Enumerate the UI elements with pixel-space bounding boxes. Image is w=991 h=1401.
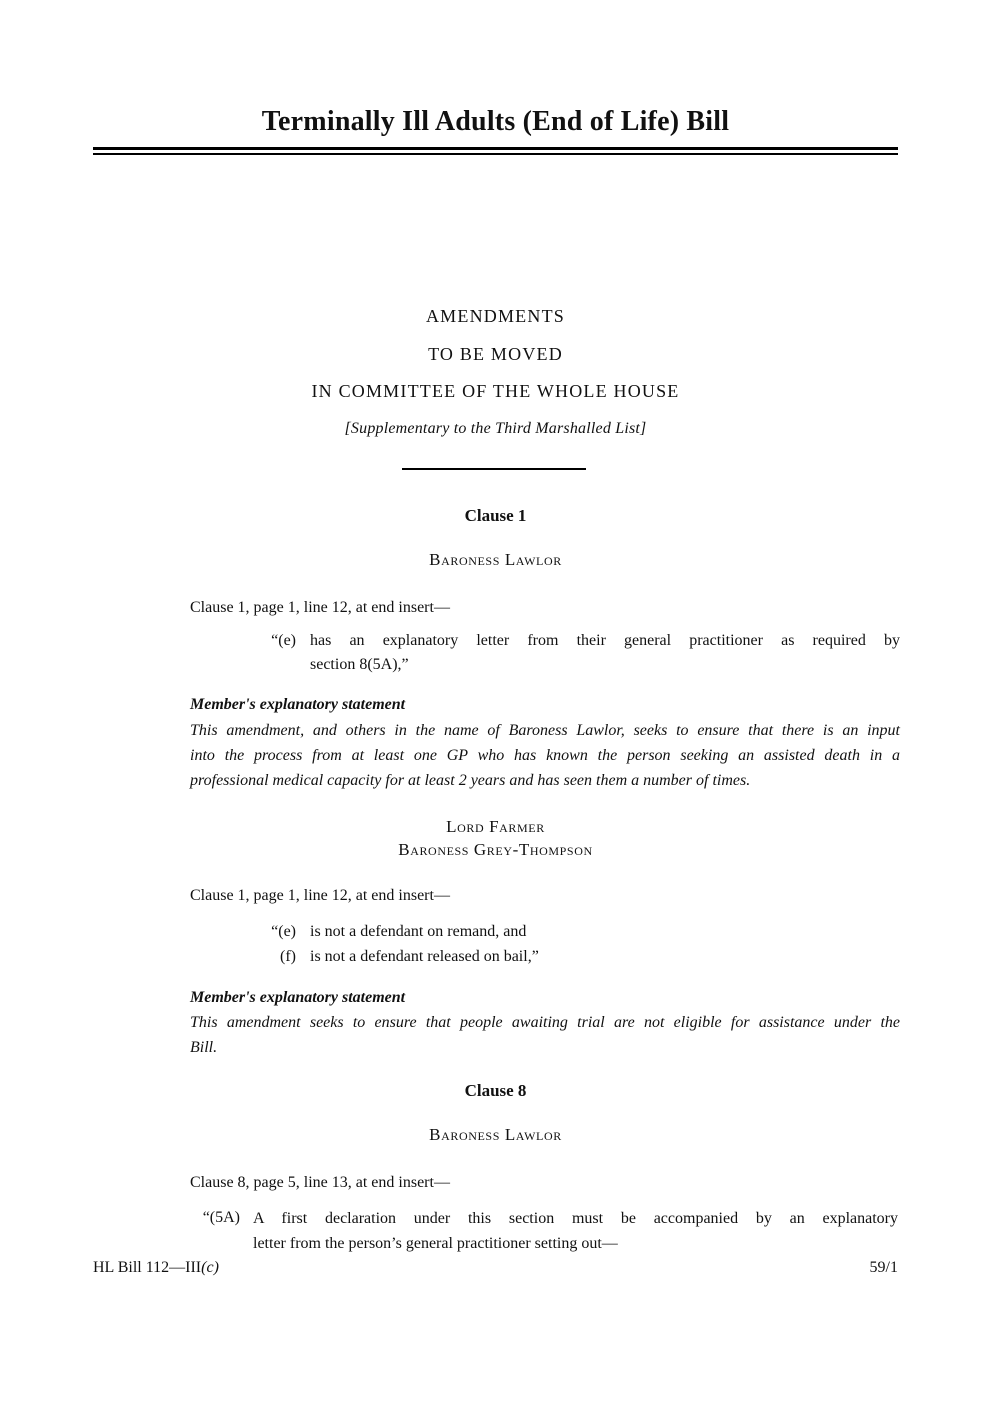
item-label: “(e) [271, 632, 296, 649]
explanatory-line: This amendment seeks to ensure that people awaiting trial are not eligible for assistance under the [190, 1014, 900, 1031]
item-label: “(5A) [202, 1209, 240, 1226]
item-text [253, 1206, 898, 1256]
explanatory-statement [190, 718, 900, 793]
amendment-item [150, 1206, 898, 1256]
title-double-rule [93, 147, 898, 155]
marshalled-list-note: [Supplementary to the Third Marshalled List] [344, 420, 647, 437]
page-title: Terminally Ill Adults (End of Life) Bill [261, 106, 730, 137]
sponsor-name: Lord Farmer [446, 817, 545, 836]
explanatory-statement [190, 1010, 900, 1060]
item-line: letter from the person’s general practitioner setting out— [253, 1235, 618, 1252]
item-line: A first declaration under this section must be accompanied by an explanatory [253, 1210, 898, 1227]
footer-bill-suffix: (c) [201, 1259, 219, 1276]
separator-rule [402, 468, 586, 470]
amendment-instruction: Clause 1, page 1, line 12, at end insert— [190, 887, 450, 904]
item-label: “(e) [271, 923, 296, 940]
amendment-instruction: Clause 8, page 5, line 13, at end insert— [190, 1174, 450, 1191]
footer-bill-number: HL Bill 112—III(c) [93, 1259, 219, 1276]
amendment-item [236, 629, 900, 677]
explanatory-statement-heading: Member's explanatory statement [190, 696, 406, 713]
item-line: has an explanatory letter from their general practitioner as required by [310, 632, 900, 649]
amendment-instruction: Clause 1, page 1, line 12, at end insert— [190, 599, 450, 616]
to-be-moved-heading: TO BE MOVED [428, 344, 563, 364]
page-footer [93, 1259, 898, 1277]
clause-8-heading: Clause 8 [464, 1081, 527, 1100]
sponsor-name: Baroness Grey-Thompson [398, 840, 593, 859]
explanatory-line: This amendment, and others in the name of Baroness Lawlor, seeks to ensure that there is an input [190, 722, 900, 739]
footer-page-ref: 59/1 [869, 1259, 898, 1276]
explanatory-line: into the process from at least one GP who has known the person seeking an assisted death in a [190, 747, 900, 764]
explanatory-line: professional medical capacity for at least 2 years and has seen them a number of times. [190, 772, 751, 789]
item-line: section 8(5A),” [310, 656, 409, 673]
item-line: is not a defendant on remand, and [310, 923, 527, 940]
item-text [310, 945, 900, 969]
explanatory-statement-heading: Member's explanatory statement [190, 989, 406, 1006]
explanatory-line: Bill. [190, 1039, 218, 1056]
amendments-heading: AMENDMENTS [425, 306, 565, 326]
item-text [310, 920, 900, 944]
clause-1-heading: Clause 1 [464, 506, 527, 525]
item-label: (f) [280, 948, 296, 965]
item-line: is not a defendant released on bail,” [310, 948, 539, 965]
amendment-item [236, 945, 900, 969]
item-text [310, 629, 900, 677]
amendment-item [236, 920, 900, 944]
sponsor-name: Baroness Lawlor [429, 1125, 562, 1144]
sponsor-name: Baroness Lawlor [429, 550, 562, 569]
committee-heading: IN COMMITTEE OF THE WHOLE HOUSE [311, 381, 680, 401]
